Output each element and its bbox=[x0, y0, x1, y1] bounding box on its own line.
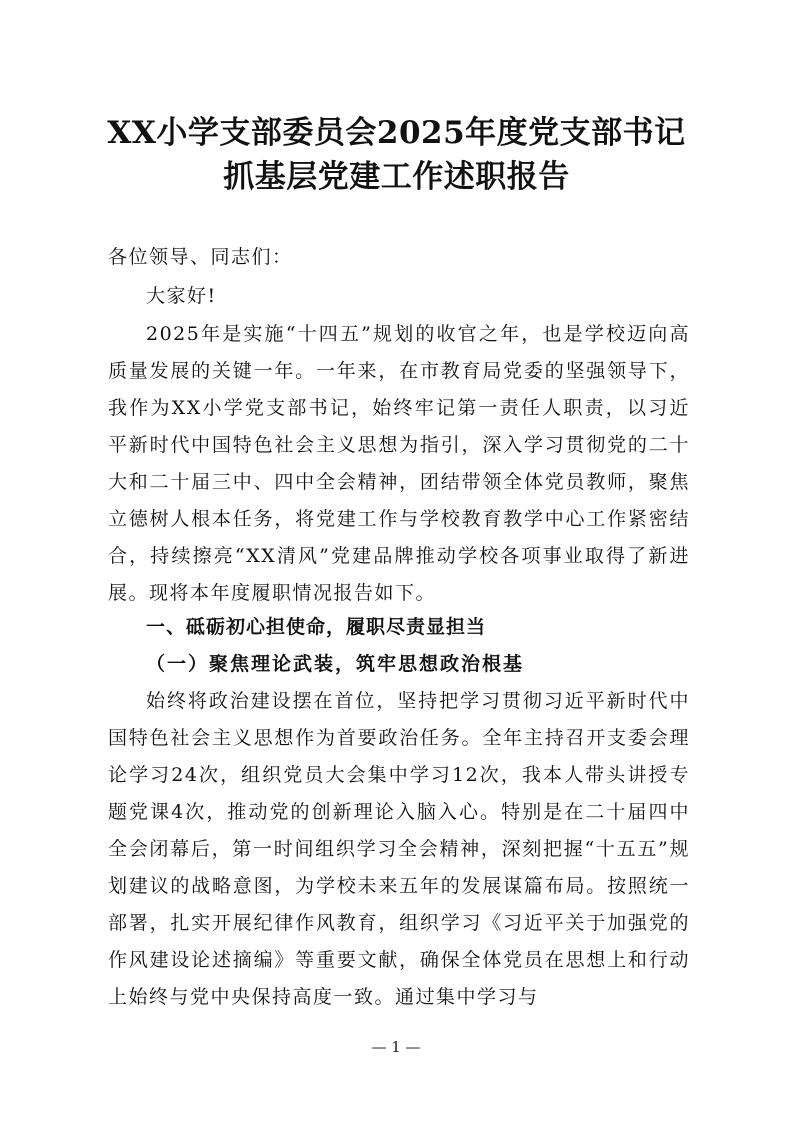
page-number: — 1 — bbox=[371, 1038, 421, 1056]
document-title-line-2: 抓基层党建工作述职报告 bbox=[223, 159, 570, 195]
salutation: 各位领导、同志们： bbox=[108, 246, 293, 268]
body-paragraph: 始终将政治建设摆在首位，坚持把学习贯彻习近平新时代中国特色社会主义思想作为首要政治任务。全年主持召开支委会理论学习24次，组织党员大会集中学习12次，我本人带头讲授专题党课4次，推动党的创新理论入脑入心。特别是在二十届四中全会闭幕后，第一时间组织学习全会精神，深刻把握“十五五”规划建议的战略意图，为学校未来五年的发展谋篇布局。按照统一部署，扎实开展纪律作风教育，组织学习《习近平关于加强党的作风建设论述摘编》等重要文献，确保全体党员在思想上和行动上始终与党中央保持高度一致。通过集中学习与 bbox=[108, 690, 690, 1008]
intro-paragraph: 2025年是实施“十四五”规划的收官之年，也是学校迈向高质量发展的关键一年。一年来，在市教育局党委的坚强领导下，我作为XX小学党支部书记，始终牢记第一责任人职责，以习近平新时代中国特色社会主义思想为指引，深入学习贯彻党的二十大和二十届三中、四中全会精神，团结带领全体党员教师，聚焦立德树人根本任务，将党建工作与学校教育教学中心工作紧密结合，持续擦亮“XX清风”党建品牌推动学校各项事业取得了新进展。现将本年度履职情况报告如下。 bbox=[108, 323, 690, 604]
document-title-line-1: XX小学支部委员会2025年度党支部书记 bbox=[107, 115, 686, 151]
subsection-heading: （一）聚焦理论武装，筑牢思想政治根基 bbox=[146, 653, 525, 675]
greeting: 大家好! bbox=[146, 285, 217, 307]
section-heading: 一、砥砺初心担使命，履职尽责显担当 bbox=[146, 616, 487, 638]
